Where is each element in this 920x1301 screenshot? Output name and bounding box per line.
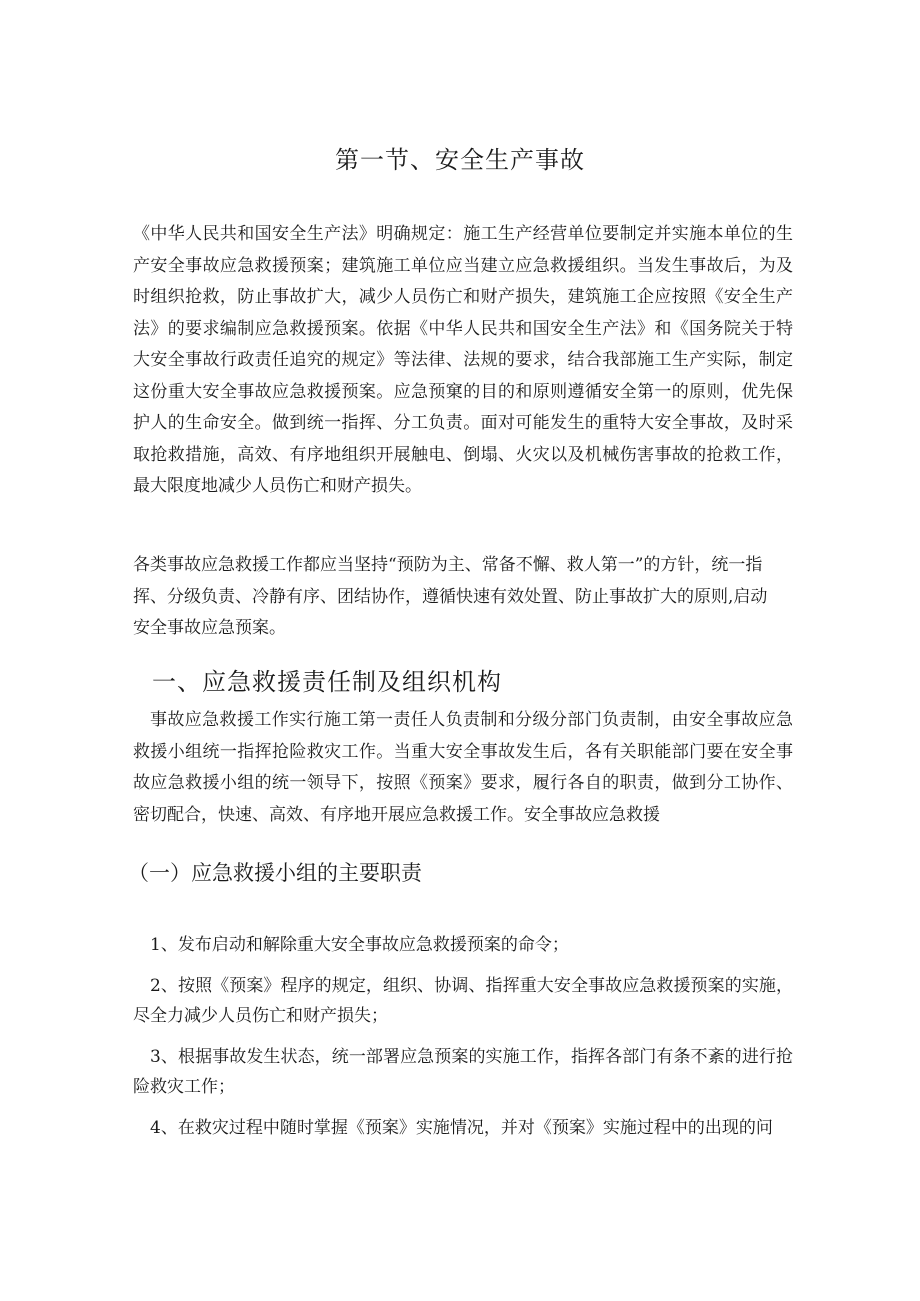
list-item: 3、根据事故发生状态，统一部署应急预案的实施工作，指挥各部门有条不紊的进行抢险救灾工作；	[133, 1047, 793, 1097]
page-title: 第一节、安全生产事故	[335, 146, 585, 174]
policy-line: 安全事故应急预案。	[133, 618, 286, 638]
section-body-paragraph: 事故应急救援工作实行施工第一责任人负责制和分级分部门负责制，由安全事故应急救援小组统一指挥抢险救灾工作。当重大安全事故发生后，各有关职能部门要在安全事故应急救援小组的统一领导下，按照《预案》要求，履行各自的职责，做到分工协作、密切配合，快速、高效、有序地开展应急救援工作。安全事故应急救援	[133, 710, 793, 825]
policy-line: 各类事故应急救援工作都应当坚持“预防为主、常备不懈、救人第一”的方针，统一指	[133, 555, 763, 575]
policy-paragraph	[133, 550, 793, 645]
intro-paragraph: 《中华人民共和国安全生产法》明确规定：施工生产经营单位要制定并实施本单位的生产安全事故应急救援预案；建筑施工单位应当建立应急救援组织。当发生事故后，为及时组织抢救，防止事故扩大，减少人员伤亡和财产损失，建筑施工企应按照《安全生产法》的要求编制应急救援预案。依据《中华人民共和国安全生产法》和《国务院关于特大安全事故行政责任追究的规定》等法律、法规的要求，结合我部施工生产实际，制定这份重大安全事故应急救援预案。应急预窠的目的和原则遵循安全第一的原则，优先保护人的生命安全。做到统一指挥、分工负责。面对可能发生的重特大安全事故，及时采取抢救措施，高效、有序地组织开展触电、倒塌、火灾以及机械伤害事故的抢救工作，最大限度地减少人员伤亡和财产损失。	[133, 224, 793, 496]
list-item: 2、按照《预案》程序的规定，组织、协调、指挥重大安全事故应急救援预案的实施，尽全力减少人员伤亡和财产损失；	[133, 976, 793, 1026]
list-item: 4、在救灾过程中随时掌握《预案》实施情况，并对《预案》实施过程中的出现的问	[150, 1118, 773, 1138]
list-item: 1、发布启动和解除重大安全事故应急救援预案的命令；	[150, 935, 569, 955]
subsection-heading: （一）应急救援小组的主要职责	[128, 861, 422, 885]
duties-list	[133, 930, 793, 1154]
policy-line: 挥、分级负责、冷静有序、团结协作，遵循快速有效处置、防止事故扩大的原则,启动	[133, 586, 768, 607]
section-heading: 一、应急救援责任制及组织机构	[152, 668, 502, 696]
